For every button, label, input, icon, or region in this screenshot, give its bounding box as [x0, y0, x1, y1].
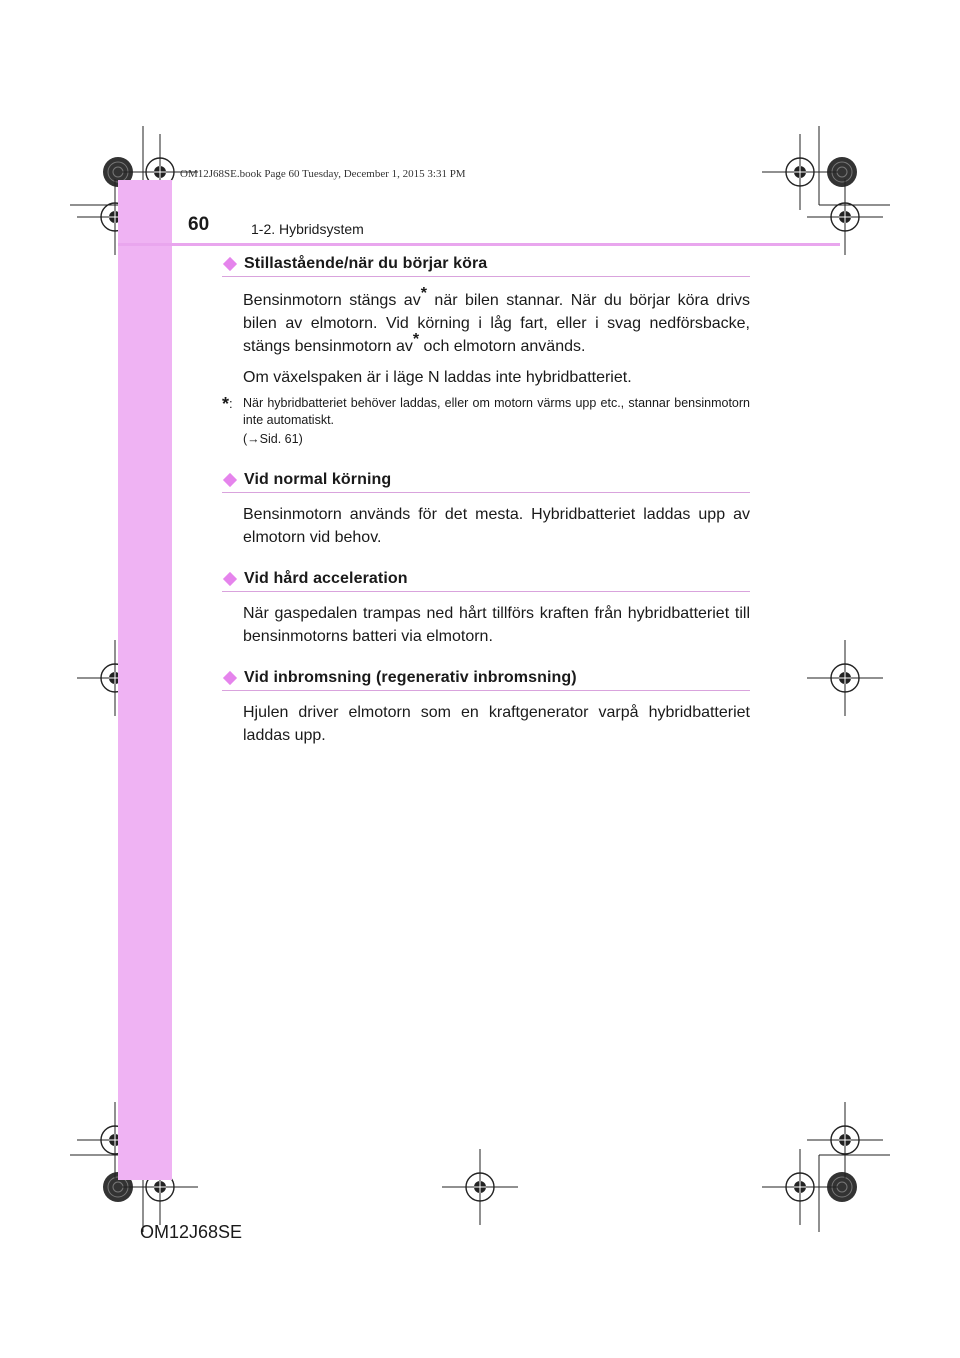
- diamond-bullet-icon: [223, 572, 237, 586]
- heading-text: Vid inbromsning (regenerativ inbromsning): [244, 669, 577, 686]
- section-title: 1-2. Hybridsystem: [251, 221, 364, 237]
- footnote-marker: [222, 395, 243, 448]
- header-rule: [118, 243, 840, 246]
- diamond-bullet-icon: [223, 671, 237, 685]
- section-braking: [222, 666, 750, 747]
- text-run: Bensinmotorn stängs av: [243, 292, 421, 309]
- footnote-star: *: [412, 330, 420, 348]
- footnote-colon: :: [229, 396, 233, 411]
- diamond-bullet-icon: [223, 257, 237, 271]
- section-heading: [222, 468, 750, 493]
- footnote-body: [243, 395, 750, 448]
- diamond-bullet-icon: [223, 473, 237, 487]
- section-heading: [222, 666, 750, 691]
- page-reference-link[interactable]: (→Sid. 61): [243, 432, 303, 446]
- page-content: [222, 252, 750, 747]
- page-number: 60: [188, 214, 210, 235]
- paragraph: Hjulen driver elmotorn som en kraftgenerator varpå hybridbatteriet laddas upp.: [243, 704, 750, 744]
- heading-text: Vid hård acceleration: [244, 570, 408, 587]
- section-normal-driving: [222, 468, 750, 549]
- footer-code: OM12J68SE: [140, 1222, 243, 1242]
- text-run: och elmotorn används.: [419, 338, 586, 355]
- footnote-text: När hybridbatteriet behöver laddas, eller om motorn värms upp etc., stannar bensinmotorn inte automatiskt.: [243, 396, 750, 427]
- footnote-star: *: [222, 394, 230, 414]
- text-run: när bilen stannar. När du börjar köra drivs bilen av elmotorn. Vid körning i låg fart, eller i svag nedförsbacke, stängs bensinmotorn av: [243, 292, 751, 355]
- section-hard-acceleration: [222, 567, 750, 648]
- chapter-sidebar-tab: [118, 180, 172, 1180]
- heading-text: Vid normal körning: [244, 471, 392, 488]
- paragraph: Bensinmotorn används för det mesta. Hybridbatteriet laddas upp av elmotorn vid behov.: [243, 506, 750, 546]
- print-stamp: OM12J68SE.book Page 60 Tuesday, December 1, 2015 3:31 PM: [180, 168, 466, 180]
- paragraph: När gaspedalen trampas ned hårt tillförs kraften från hybridbatteriet till bensinmotorns batteri via elmotorn.: [243, 605, 750, 645]
- section-heading: [222, 567, 750, 592]
- section-standstill: [222, 252, 750, 448]
- footnote-star: *: [420, 284, 427, 302]
- section-heading: [222, 252, 750, 277]
- paragraph: Om växelspaken är i läge N laddas inte hybridbatteriet.: [243, 369, 632, 386]
- paragraph: [243, 284, 751, 358]
- footnote: [222, 395, 750, 448]
- heading-text: Stillastående/när du börjar köra: [244, 255, 488, 272]
